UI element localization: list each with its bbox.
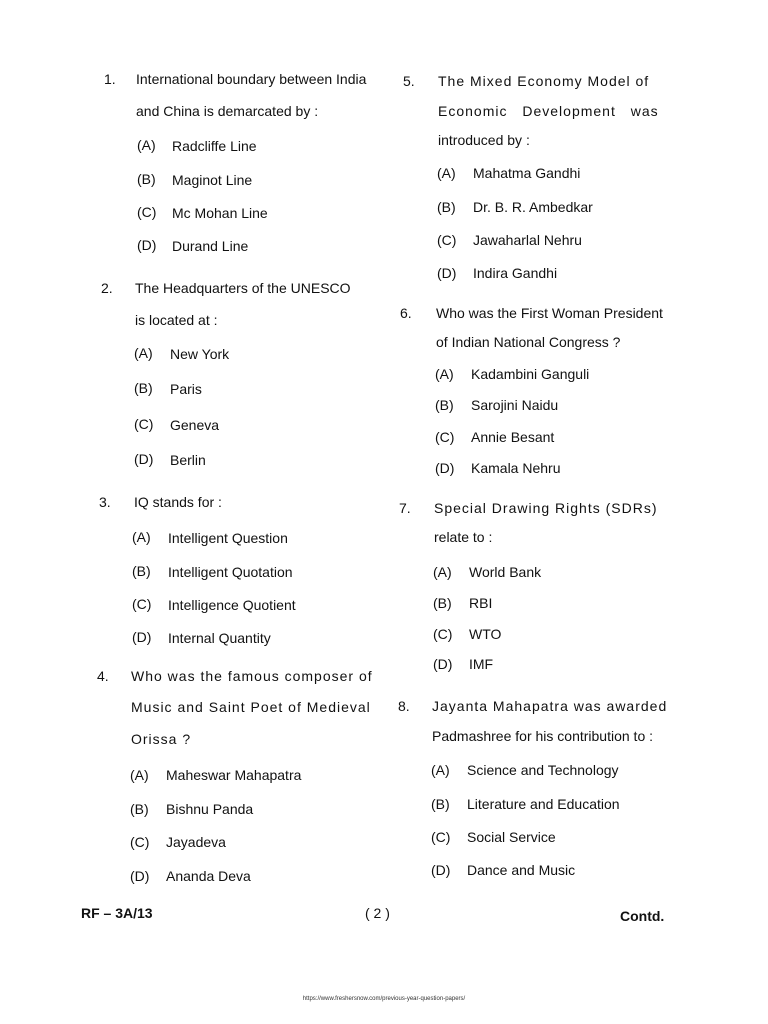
option-letter: (C) (433, 626, 453, 642)
option-letter: (A) (437, 165, 456, 181)
option-letter: (A) (431, 762, 450, 778)
option-letter: (C) (132, 596, 152, 612)
option-text: World Bank (469, 564, 542, 580)
question-text-line: The Mixed Economy Model of (438, 73, 650, 89)
option-text: Sarojini Naidu (471, 397, 559, 413)
option-text: Kadambini Ganguli (471, 366, 590, 382)
question-number: 8. (398, 698, 410, 714)
option-text: IMF (469, 656, 494, 672)
option-text: Radcliffe Line (172, 138, 257, 154)
option-letter: (B) (435, 397, 454, 413)
question-number: 2. (101, 280, 113, 296)
question-number: 7. (399, 500, 411, 516)
option-letter: (C) (435, 429, 455, 445)
option-letter: (C) (137, 204, 157, 220)
option-letter: (D) (431, 862, 451, 878)
question-text-line: Economic Development was (438, 103, 659, 119)
option-text: Ananda Deva (166, 868, 251, 884)
option-text: Jawaharlal Nehru (473, 232, 582, 248)
option-text: Durand Line (172, 238, 249, 254)
question-text-line: International boundary between India (136, 71, 367, 87)
question-text-line: is located at : (135, 312, 218, 328)
option-letter: (C) (130, 834, 150, 850)
option-text: Intelligent Question (168, 530, 288, 546)
option-letter: (B) (134, 380, 153, 396)
option-letter: (A) (435, 366, 454, 382)
option-text: Dance and Music (467, 862, 576, 878)
question-text-line: Who was the famous composer of (131, 668, 373, 684)
question-text-line: Who was the First Woman President (436, 305, 663, 321)
option-text: Bishnu Panda (166, 801, 254, 817)
option-letter: (B) (433, 595, 452, 611)
option-letter: (A) (132, 529, 151, 545)
question-number: 5. (403, 73, 415, 89)
option-letter: (D) (433, 656, 453, 672)
option-text: New York (170, 346, 230, 362)
option-text: Social Service (467, 829, 556, 845)
question-text-line: Padmashree for his contribution to : (432, 728, 654, 744)
option-text: Intelligent Quotation (168, 564, 293, 580)
option-letter: (C) (134, 416, 154, 432)
option-letter: (A) (134, 345, 153, 361)
option-letter: (A) (137, 137, 156, 153)
question-text-line: Jayanta Mahapatra was awarded (432, 698, 668, 714)
question-text-line: Orissa ? (131, 731, 192, 747)
option-text: Intelligence Quotient (168, 597, 296, 613)
option-text: Literature and Education (467, 796, 620, 812)
option-text: Dr. B. R. Ambedkar (473, 199, 593, 215)
option-letter: (D) (435, 460, 455, 476)
option-letter: (B) (437, 199, 456, 215)
question-text-line: of Indian National Congress ? (436, 334, 621, 350)
option-letter: (D) (132, 629, 152, 645)
question-text-line: Special Drawing Rights (SDRs) (434, 500, 658, 516)
question-text-line: Music and Saint Poet of Medieval (131, 699, 371, 715)
option-letter: (D) (137, 237, 157, 253)
option-text: Berlin (170, 452, 206, 468)
option-text: WTO (469, 626, 502, 642)
continued-label: Contd. (620, 908, 665, 924)
option-text: Annie Besant (471, 429, 555, 445)
option-text: Indira Gandhi (473, 265, 558, 281)
question-text-line: introduced by : (438, 132, 530, 148)
option-text: Science and Technology (467, 762, 619, 778)
question-number: 4. (97, 668, 109, 684)
option-text: RBI (469, 595, 493, 611)
option-text: Mc Mohan Line (172, 205, 268, 221)
source-url: https://www.freshersnow.com/previous-year-question-papers/ (302, 996, 466, 1002)
page-number: ( 2 ) (365, 905, 390, 921)
question-text-line: The Headquarters of the UNESCO (135, 280, 351, 296)
option-letter: (C) (437, 232, 457, 248)
option-letter: (D) (134, 451, 154, 467)
question-number: 3. (99, 494, 111, 510)
question-text-line: IQ stands for : (134, 494, 222, 510)
option-letter: (D) (437, 265, 457, 281)
question-text-line: relate to : (434, 529, 493, 545)
option-letter: (B) (130, 801, 149, 817)
option-text: Maginot Line (172, 172, 253, 188)
option-text: Kamala Nehru (471, 460, 561, 476)
option-text: Geneva (170, 417, 220, 433)
option-letter: (D) (130, 868, 150, 884)
option-letter: (B) (132, 563, 151, 579)
option-text: Mahatma Gandhi (473, 165, 581, 181)
option-letter: (B) (431, 796, 450, 812)
option-text: Internal Quantity (168, 630, 271, 646)
option-letter: (A) (130, 767, 149, 783)
question-text-line: and China is demarcated by : (136, 103, 319, 119)
option-letter: (A) (433, 564, 452, 580)
question-number: 6. (400, 305, 412, 321)
question-number: 1. (104, 71, 116, 87)
option-letter: (C) (431, 829, 451, 845)
option-text: Paris (170, 381, 202, 397)
option-text: Jayadeva (166, 834, 226, 850)
paper-code: RF – 3A/13 (81, 905, 153, 921)
option-letter: (B) (137, 171, 156, 187)
option-text: Maheswar Mahapatra (166, 767, 302, 783)
